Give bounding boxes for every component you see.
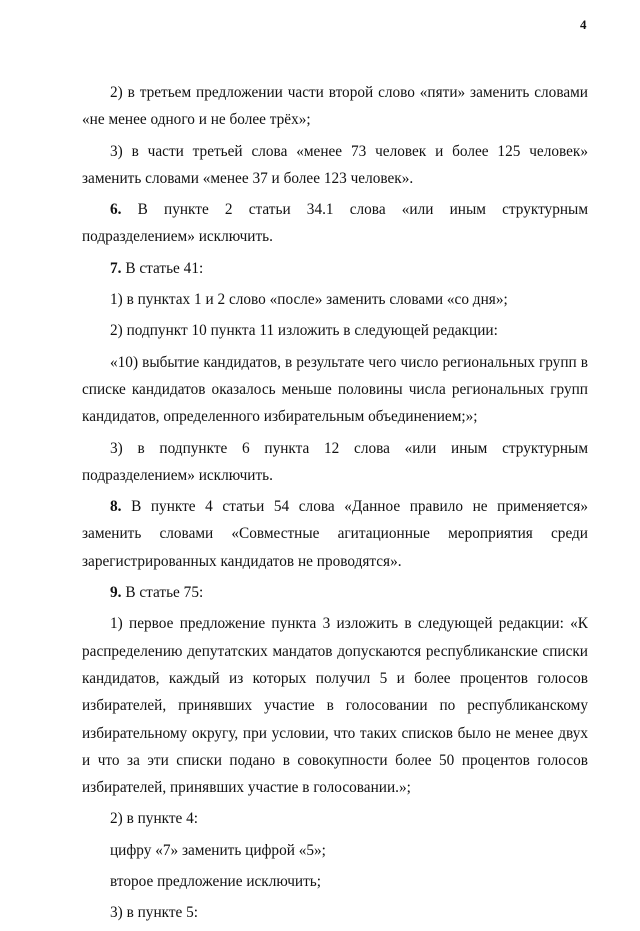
- text-line: и что за эти списки подано в совокупности более 50 процентов голосов: [82, 751, 588, 769]
- text-line: кандидатов, каждый из которых получил 5 и более процентов голосов: [82, 669, 588, 687]
- text-line: избирателей, принявших участие в голосовании.»;: [82, 779, 411, 797]
- text-line: 9. В статье 75:: [110, 584, 204, 602]
- text-line: заменить словами «Совместные агитационные мероприятия среди: [82, 525, 588, 543]
- text-line: «10) выбытие кандидатов, в результате чего число региональных групп в: [110, 353, 588, 371]
- text-line: избирательному округу, при условии, что таких списков было не менее двух: [82, 724, 588, 742]
- item-number: 7.: [110, 259, 122, 277]
- item-number: 6.: [110, 201, 122, 219]
- text-line: списке кандидатов оказалось меньше половины числа региональных групп: [82, 380, 588, 398]
- text-line: второе предложение исключить;: [110, 873, 321, 891]
- paragraph: [82, 805, 588, 832]
- item-number: 8.: [110, 498, 122, 516]
- text-line: цифру «7» заменить цифрой «5»;: [110, 841, 326, 859]
- document-body: [82, 79, 588, 931]
- text-line: подразделением» исключить.: [82, 466, 273, 484]
- paragraph: [82, 868, 588, 895]
- text-line: кандидатов, определенного избирательным объединением;»;: [82, 408, 478, 426]
- text-line: подразделением» исключить.: [82, 228, 273, 246]
- paragraph: [82, 255, 588, 282]
- text-line: 2) подпункт 10 пункта 11 изложить в следующей редакции:: [110, 322, 498, 340]
- text-line: 3) в пункте 5:: [110, 904, 199, 922]
- paragraph: [82, 610, 588, 801]
- text-line: 2) в третьем предложении части второй слово «пяти» заменить словами: [110, 84, 588, 101]
- text-line: избирателей, принявших участие в голосовании по республиканскому: [82, 697, 588, 715]
- text-line: 8. В пункте 4 статьи 54 слова «Данное правило не применяется»: [110, 498, 588, 516]
- paragraph: [82, 837, 588, 864]
- paragraph: [82, 349, 588, 431]
- page-number: 4: [580, 17, 587, 32]
- text-line: 2) в пункте 4:: [110, 810, 199, 828]
- paragraph: [82, 286, 588, 313]
- item-number: 9.: [110, 584, 122, 602]
- paragraph: [82, 493, 588, 575]
- text-line: «не менее одного и не более трёх»;: [82, 111, 311, 129]
- text-line: распределению депутатских мандатов допускаются республиканские списки: [82, 642, 588, 660]
- text-line: зарегистрированных кандидатов не проводятся».: [82, 552, 402, 570]
- paragraph: [82, 435, 588, 490]
- paragraph: [82, 196, 588, 251]
- text-line: заменить словами «менее 37 и более 123 человек».: [82, 169, 414, 187]
- text-line: 7. В статье 41:: [110, 259, 204, 277]
- text-line: 1) первое предложение пункта 3 изложить в следующей редакции: «К: [110, 615, 588, 633]
- text-line: 6. В пункте 2 статьи 34.1 слова «или иным структурным: [110, 201, 588, 219]
- paragraph: [82, 79, 588, 134]
- text-line: 3) в части третьей слова «менее 73 человек и более 125 человек»: [110, 142, 588, 160]
- paragraph: [82, 579, 588, 606]
- paragraph: [82, 138, 588, 193]
- text-line: 1) в пунктах 1 и 2 слово «после» заменить словами «со дня»;: [110, 291, 508, 309]
- paragraph: [82, 317, 588, 344]
- text-line: 3) в подпункте 6 пункта 12 слова «или иным структурным: [110, 439, 588, 457]
- paragraph: [82, 899, 588, 926]
